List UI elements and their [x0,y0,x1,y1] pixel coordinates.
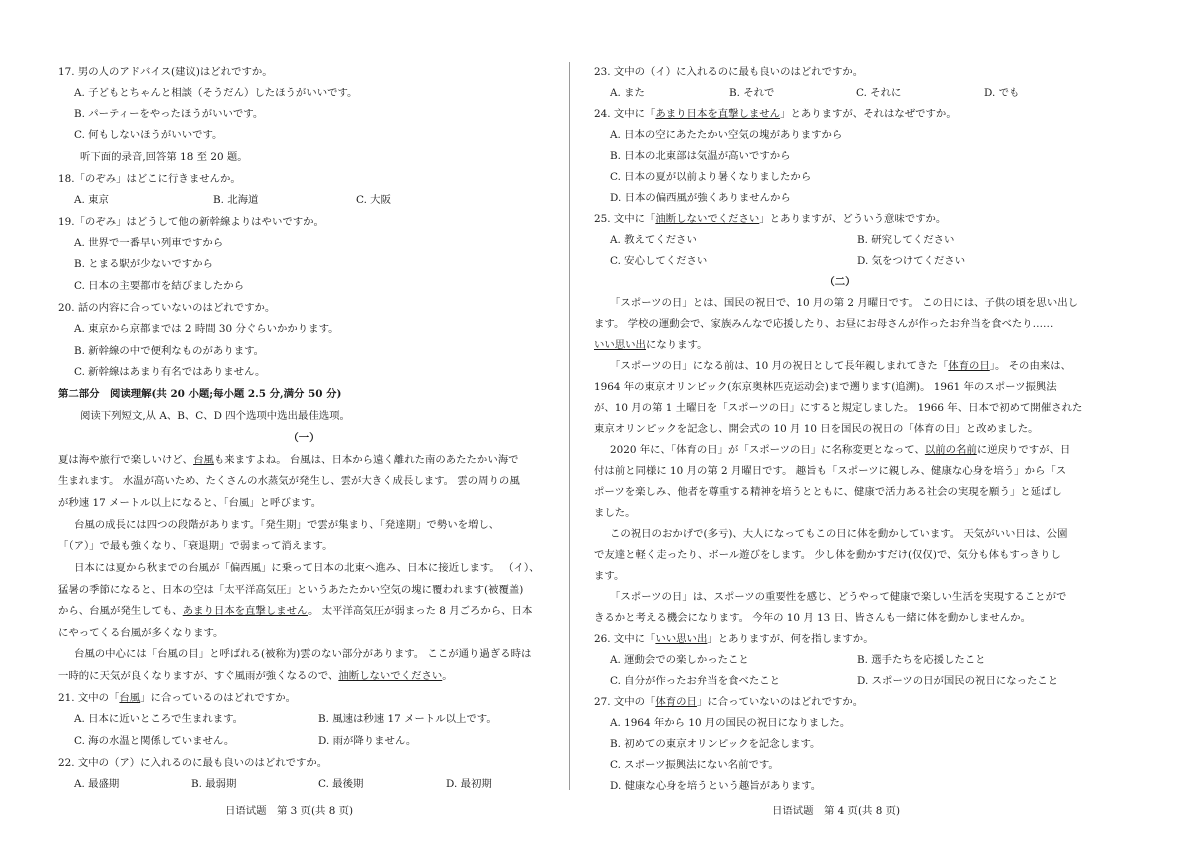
passage1-p2-line2: 「（ア）」で最も強くなり、「衰退期」で弱まって消えます。 [58,540,333,552]
q26-option-d: D. スポーツの日が国民の祝日になったこと [857,675,1059,687]
q24-option-c: C. 日本の夏が以前より暑くなりましたから [610,171,812,183]
passage1-p3-line4: にやってくる台風が多くなります。 [58,627,224,639]
passage2-p4-line1: この祝日のおかげで(多亏)、大人になってもこの日に体を動かしています。 天気がいい日は、公園 [610,528,1068,540]
passage2-p3-line4: ました。 [594,507,636,519]
passage1-p3-line2: 猛暑の季節になると、日本の空は「太平洋高気圧」というあたたかい空気の塊に覆われます(被覆盖) [58,584,524,596]
q21-stem: 21. 文中の「台風」に合っているのはどれですか。 [58,692,297,704]
q20-option-b: B. 新幹線の中で便利なものがあります。 [74,345,265,357]
q27-option-c: C. スポーツ振興法にない名前です。 [610,759,779,771]
q23-option-a: A. また [610,87,645,99]
q21-option-a: A. 日本に近いところで生まれます。 [74,713,244,725]
q23-option-c: C. それに [856,87,902,99]
q17-option-a: A. 子どもとちゃんと相談（そうだん）したほうがいいです。 [74,87,358,99]
q18-option-c: C. 大阪 [356,194,391,206]
passage2-p3-line3: ポーツを楽しみ、他者を尊重する精神を培うとともに、健康で活力ある社会の実現を願う」と延ばし [594,486,1062,498]
q20-option-c: C. 新幹線はあまり有名ではありません。 [74,366,266,378]
q22-stem: 22. 文中の（ア）に入れるのに最も良いのはどれですか。 [58,757,328,769]
passage2-p1-line3: いい思い出になります。 [594,339,708,351]
passage2-p2-line3: が、10 月の第 1 土曜日を「スポーツの日」にすると規定しました。 1966 年、日本で初めて開催された [594,402,1083,414]
q26-option-c: C. 自分が作ったお弁当を食べたこと [610,675,781,687]
passage1-p1-line3: が秒速 17 メートル以上になると、「台風」と呼びます。 [58,497,322,509]
q19-option-b: B. とまる駅が少ないですから [74,258,213,270]
q23-option-b: B. それで [729,87,775,99]
passage2-p2-line4: 東京オリンピックを記念し、開会式の 10 月 10 日を国民の祝日の「体育の日」と改めました。 [594,423,1039,435]
q23-stem: 23. 文中の（イ）に入れるのに最も良いのはどれですか。 [594,66,864,78]
left-page-footer: 日语试题 第 3 页(共 8 页) [225,805,354,817]
q25-option-b: B. 研究してください [857,234,955,246]
passage1-p4-line1: 台風の中心には「台風の目」と呼ばれる(被称为)雲のない部分があります。 ここが通り過ぎる時は [74,648,532,660]
passage2-p5-line2: きるかと考える機会になります。 今年の 10 月 13 日、皆さんも一緒に体を動かしませんか。 [594,612,1031,624]
part2-instruction: 阅读下列短文,从 A、B、C、D 四个选项中选出最佳选项。 [80,410,350,422]
passage1-p4-line2: 一時的に天気が良くなりますが、すぐ風雨が強くなるので、油断しないでください。 [58,670,453,682]
passage1-p2-line1: 台風の成長には四つの段階があります。「発生期」で雲が集まり、「発達期」で勢いを増し、 [74,519,500,531]
q17-option-b: B. パーティーをやったほうがいいです。 [74,108,264,120]
passage2-p1-line2: ます。 学校の運動会で、家族みんなで応援したり、お昼にお母さんが作ったお弁当を食べたり…… [594,318,1054,330]
q25-option-a: A. 教えてください [610,234,697,246]
q27-option-d: D. 健康な心身を培うという趣旨があります。 [610,780,822,792]
q20-stem: 20. 話の内容に合っていないのはどれですか。 [58,302,276,314]
q26-option-a: A. 運動会での楽しかったこと [610,654,749,666]
passage1-p3-line3: から、台風が発生しても、あまり日本を直撃しません。 太平洋高気圧が弱まった 8 月ごろから、日本 [58,605,533,617]
q23-option-d: D. でも [984,87,1020,99]
q21-option-c: C. 海の水温と関係していません。 [74,735,235,747]
listening-instruction: 听下面的录音,回答第 18 至 20 题。 [80,151,248,163]
page-divider [569,62,570,790]
q27-option-a: A. 1964 年から 10 月の国民の祝日になりました。 [610,717,851,729]
q25-option-c: C. 安心してください [610,255,708,267]
q19-option-c: C. 日本の主要都市を結びましたから [74,280,245,292]
passage2-p2-line2: 1964 年の東京オリンピック(东京奥林匹克运动会)まで遡ります(追溯)。 1961 年のスポーツ振興法 [594,381,1057,393]
q22-option-d: D. 最初期 [446,778,492,790]
passage1-p3-line1: 日本には夏から秋までの台風が「偏西風」に乗って日本の北東へ進み、日本に接近します。 （イ）、 [74,562,540,574]
passage2-p2-line1: 「スポーツの日」になる前は、10 月の祝日として長年親しまれてきた「体育の日」。 その由来は、 [610,360,1072,372]
q27-stem: 27. 文中の「体育の日」に合っていないのはどれですか。 [594,696,864,708]
section-2-heading: （二） [824,276,856,288]
q19-option-a: A. 世界で一番早い列車ですから [74,237,224,249]
right-page-footer: 日语试题 第 4 页(共 8 页) [772,805,901,817]
q25-option-d: D. 気をつけてください [857,255,966,267]
q24-option-a: A. 日本の空にあたたかい空気の塊がありますから [610,129,843,141]
q18-option-a: A. 東京 [74,194,109,206]
q18-stem: 18.「のぞみ」はどこに行きませんか。 [58,173,241,185]
passage2-p5-line1: 「スポーツの日」は、スポーツの重要性を感じ、どうやって健康で楽しい生活を実現することがで [610,591,1067,603]
passage2-p3-line1: 2020 年に、「体育の日」が「スポーツの日」に名称変更となって、以前の名前に逆戻りですが、日 [610,444,1071,456]
q22-option-a: A. 最盛期 [74,778,120,790]
q25-stem: 25. 文中に「油断しないでください」とありますが、どういう意味ですか。 [594,213,947,225]
q17-option-c: C. 何もしないほうがいいです。 [74,129,223,141]
q24-option-b: B. 日本の北東部は気温が高いですから [610,150,791,162]
q19-stem: 19.「のぞみ」はどうして他の新幹線よりはやいですか。 [58,216,324,228]
q22-option-c: C. 最後期 [318,778,364,790]
q18-option-b: B. 北海道 [213,194,259,206]
passage1-p1-line2: 生まれます。 水温が高いため、たくさんの水蒸気が発生し、雲が大きく成長します。 雲の周りの風 [58,475,520,487]
q26-stem: 26. 文中に「いい思い出」とありますが、何を指しますか。 [594,633,874,645]
q20-option-a: A. 東京から京都までは 2 時間 30 分ぐらいかかります。 [74,323,339,335]
right-page [594,0,1086,868]
q21-option-b: B. 風速は秒速 17 メートル以上です。 [318,713,497,725]
passage2-p1-line1: 「スポーツの日」とは、国民の祝日で、10 月の第 2 月曜日です。 この日には、子供の頃を思い出し [610,297,1078,309]
q24-option-d: D. 日本の偏西風が強くありませんから [610,192,791,204]
passage2-p4-line2: で友達と軽く走ったり、ボール遊びをします。 少し体を動かすだけ(仅仅)で、気分も体もすっきりし [594,549,1061,561]
passage2-p3-line2: 付は前と同様に 10 月の第 2 月曜日です。 趣旨も「スポーツに親しみ、健康な心身を培う」から「ス [594,465,1067,477]
q21-option-d: D. 雨が降りません。 [318,735,417,747]
section-1-heading: （一） [288,432,320,444]
q24-stem: 24. 文中に「あまり日本を直撃しません」とありますが、それはなぜですか。 [594,108,957,120]
q27-option-b: B. 初めての東京オリンピックを記念します。 [610,738,821,750]
part2-heading: 第二部分 阅读理解(共 20 小题;每小题 2.5 分,满分 50 分) [58,388,342,400]
q26-option-b: B. 選手たちを応援したこと [857,654,986,666]
passage1-p1-line1: 夏は海や旅行で楽しいけど、台風も来ますよね。 台風は、日本から遠く離れた南のあたたかい海で [58,454,519,466]
passage2-p4-line3: ます。 [594,570,625,582]
q22-option-b: B. 最弱期 [191,778,237,790]
left-page [58,0,550,868]
q17-stem: 17. 男の人のアドバイス(建议)はどれですか。 [58,66,273,78]
